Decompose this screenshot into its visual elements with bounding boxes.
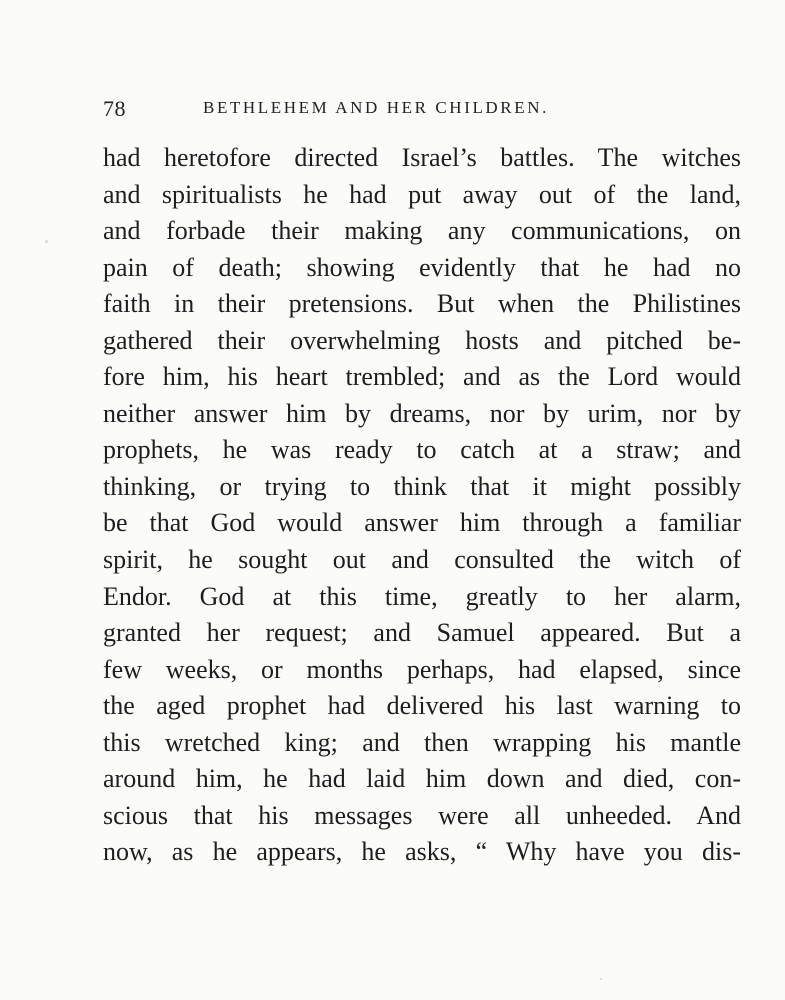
page-header <box>103 96 743 126</box>
text-line: fore him, his heart trembled; and as the Lord would <box>103 362 741 392</box>
text-line: now, as he appears, he asks, “ Why have you dis- <box>103 837 741 867</box>
body-text <box>103 140 741 871</box>
text-line: spirit, he sought out and consulted the witch of <box>103 545 741 575</box>
text-line: granted her request; and Samuel appeared. But a <box>103 618 741 648</box>
text-line: scious that his messages were all unheeded. And <box>103 800 741 830</box>
text-line: Endor. God at this time, greatly to her alarm, <box>103 581 741 611</box>
text-line: few weeks, or months perhaps, had elapsed, since <box>103 654 741 684</box>
paper-speck <box>45 240 48 243</box>
text-line: and spiritualists he had put away out of the land, <box>103 179 741 209</box>
text-line: thinking, or trying to think that it might possibly <box>103 471 741 501</box>
page-number: 78 <box>103 96 126 121</box>
text-line: pain of death; showing evidently that he had no <box>103 252 741 282</box>
text-line: be that God would answer him through a familiar <box>103 508 741 538</box>
text-line: faith in their pretensions. But when the Philistines <box>103 289 741 319</box>
text-line: and forbade their making any communications, on <box>103 216 741 246</box>
text-line: the aged prophet had delivered his last warning to <box>103 691 741 721</box>
text-line: had heretofore directed Israel’s battles. The witches <box>103 143 741 172</box>
text-line: around him, he had laid him down and died, con- <box>103 764 741 794</box>
text-line: neither answer him by dreams, nor by urim, nor by <box>103 398 741 428</box>
text-line: prophets, he was ready to catch at a straw; and <box>103 435 741 465</box>
text-line: gathered their overwhelming hosts and pitched be- <box>103 325 741 355</box>
text-line: this wretched king; and then wrapping his mantle <box>103 727 741 757</box>
paper-speck <box>600 978 602 980</box>
running-title: BETHLEHEM AND HER CHILDREN. <box>203 98 549 117</box>
